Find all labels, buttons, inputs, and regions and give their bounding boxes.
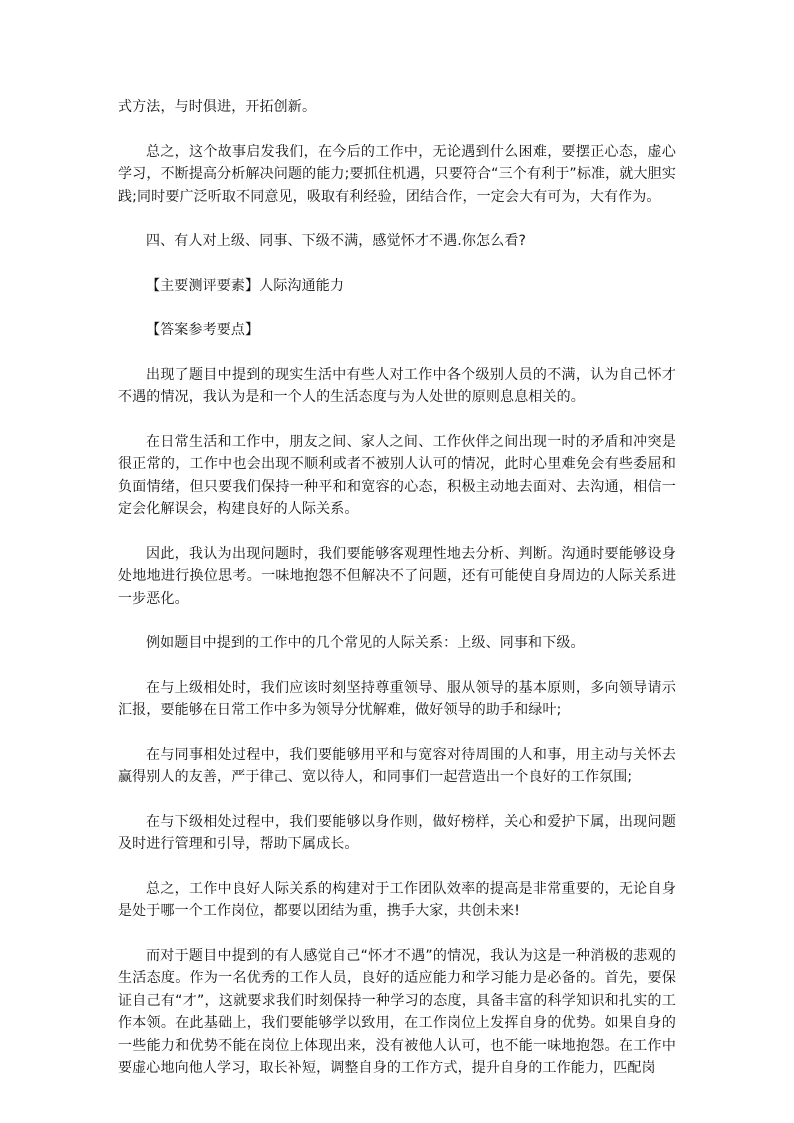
paragraph-superior: 在与上级相处时，我们应该时刻坚持尊重领导、服从领导的基本原则，多向领导请示汇报，要能够在日常工作中多为领导分忧解难，做好领导的助手和绿叶; bbox=[118, 679, 676, 718]
document-page bbox=[118, 96, 676, 1102]
paragraph-subordinate: 在与下级相处过程中，我们要能够以身作则，做好榜样，关心和爱护下属，出现问题及时进行管理和引导，帮助下属成长。 bbox=[118, 813, 676, 852]
answer-points-heading: 【答案参考要点】 bbox=[146, 322, 260, 338]
paragraph-conclusion: 总之，工作中良好人际关系的构建对于工作团队效率的提高是非常重要的，无论自身是处于哪一个工作岗位，都要以团结为重，携手大家，共创未来! bbox=[118, 880, 676, 919]
paragraph: 因此，我认为出现问题时，我们要能够客观理性地去分析、判断。沟通时要能够设身处地地进行换位思考。一味地抱怨不但解决不了问题，还有可能使自身周边的人际关系进一步恶化。 bbox=[118, 545, 676, 607]
paragraph-continuation: 式方法，与时俱进，开拓创新。 bbox=[118, 99, 317, 115]
evaluation-element: 【主要测评要素】人际沟通能力 bbox=[146, 277, 345, 294]
paragraph-talent: 而对于题目中提到的有人感觉自己“怀才不遇”的情况，我认为这是一种消极的悲观的生活态度。作为一名优秀的工作人员，良好的适应能力和学习能力是必备的。首先，要保证自己有“才”，这就要求我们时刻保持一种学习的态度，具备丰富的科学知识和扎实的工作本领。在此基础上，我们要能够学以致用，在工作岗位上发挥自身的优势。如果自身的一些能力和优势不能在岗位上体现出来，没有被他人认可，也不能一味地抱怨。在工作中要虚心地向他人学习，取长补短，调整自身的工作方式，提升自身的工作能力，匹配岗 bbox=[118, 947, 676, 1076]
paragraph-summary: 总之，这个故事启发我们，在今后的工作中，无论遇到什么困难，要摆正心态，虚心学习，不断提高分析解决问题的能力;要抓住机遇，只要符合“三个有利于”标准，就大胆实践;同时要广泛听取不同意见，吸取有利经验，团结合作，一定会大有可为，大有作为。 bbox=[118, 143, 676, 205]
paragraph-colleague: 在与同事相处过程中，我们要能够用平和与宽容对待周围的人和事，用主动与关怀去赢得别人的友善，严于律己、宽以待人，和同事们一起营造出一个良好的工作氛围; bbox=[118, 746, 676, 785]
question-heading: 四、有人对上级、同事、下级不满，感觉怀才不遇.你怎么看? bbox=[146, 233, 527, 249]
paragraph: 出现了题目中提到的现实生活中有些人对工作中各个级别人员的不满，认为自己怀才不遇的情况，我认为是和一个人的生活态度与为人处世的原则息息相关的。 bbox=[118, 366, 676, 405]
paragraph: 例如题目中提到的工作中的几个常见的人际关系：上级、同事和下级。 bbox=[146, 635, 585, 651]
paragraph: 在日常生活和工作中，朋友之间、家人之间、工作伙伴之间出现一时的矛盾和冲突是很正常的，工作中也会出现不顺利或者不被别人认可的情况，此时心里难免会有些委屈和负面情绪，但只要我们保持一种平和和宽容的心态，积极主动地去面对、去沟通，相信一定会化解误会，构建良好的人际关系。 bbox=[118, 433, 676, 517]
